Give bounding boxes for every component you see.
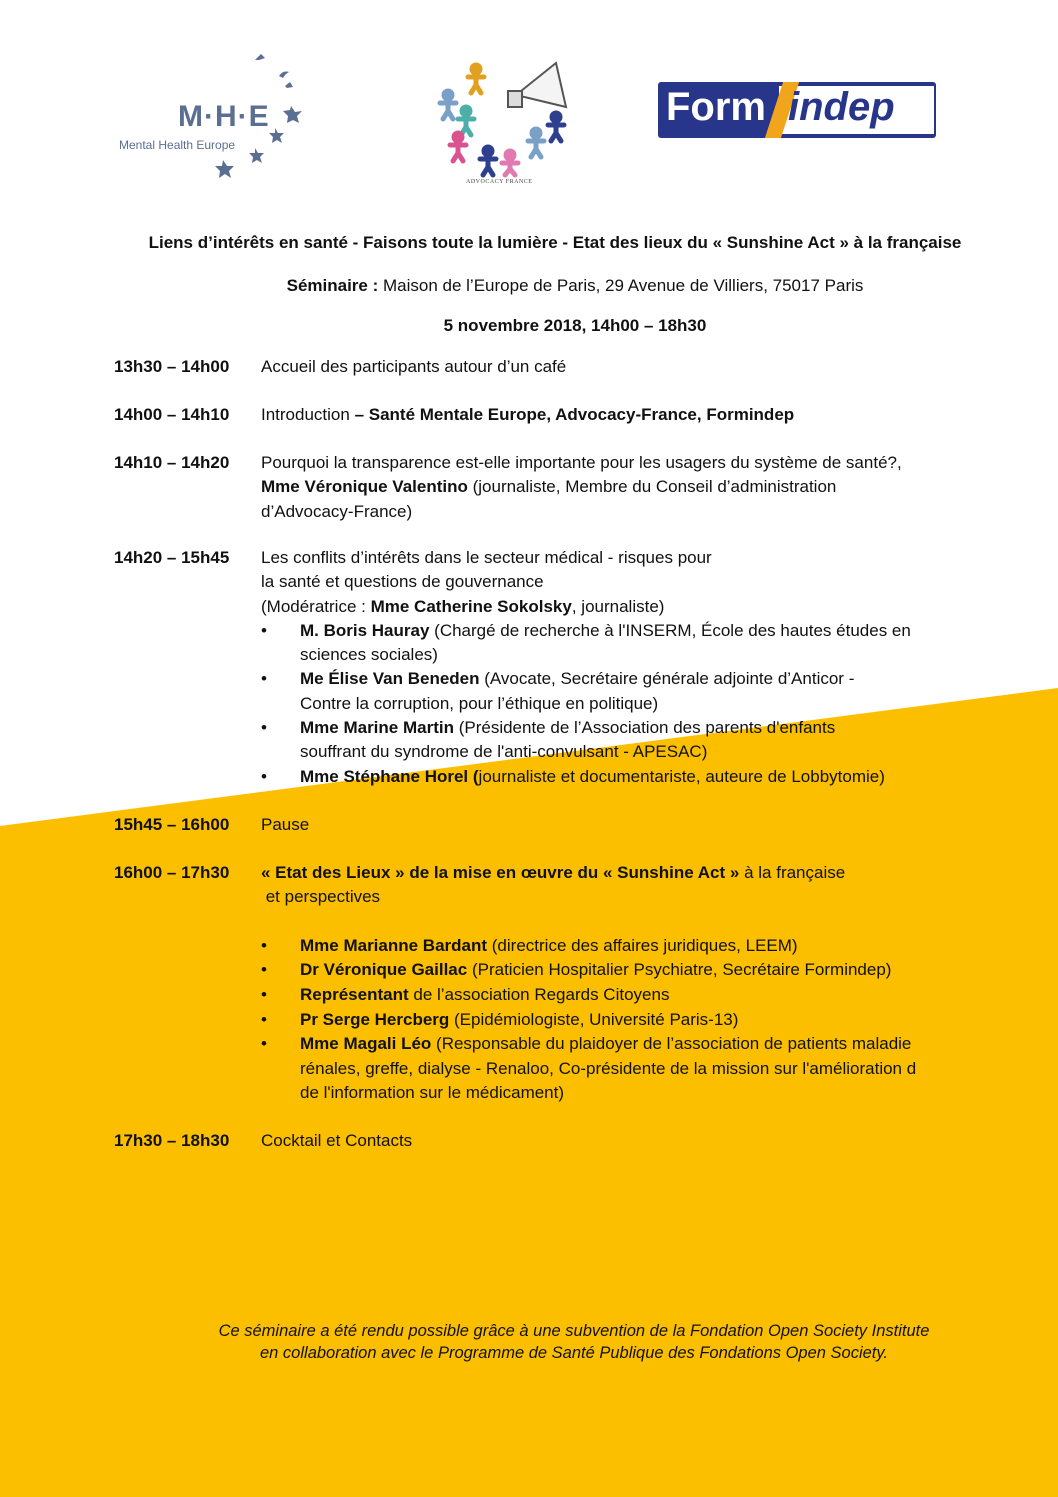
speaker-name: Mme Marianne Bardant	[300, 935, 488, 955]
seminar-label: Séminaire :	[286, 276, 379, 295]
speaker-name: M. Boris Hauray	[300, 620, 430, 640]
slot-line	[261, 475, 951, 499]
speaker-line	[300, 716, 951, 740]
speaker-role-cont: de l'information sur le médicament)	[300, 1083, 565, 1103]
speaker-role: de l’association Regards Citoyens	[408, 985, 670, 1005]
speaker-line	[300, 934, 951, 959]
moderator-label: (Modératrice :	[261, 596, 371, 616]
slot-text: Les conflits d’intérêts dans le secteur médical - risques pour	[261, 548, 712, 567]
speaker-role-cont: d’Advocacy-France)	[261, 501, 413, 521]
speaker-name: Pr Serge Hercberg	[300, 1009, 450, 1029]
slot-text: Pause	[261, 815, 310, 834]
speaker-name: Mme Marine Martin	[300, 718, 454, 738]
slot-time: 14h10 – 14h20	[114, 453, 230, 472]
speaker-role: (directrice des affaires juridiques, LEEM)	[487, 935, 798, 955]
speaker-list	[261, 934, 951, 1106]
list-item	[261, 934, 951, 959]
document-title: Liens d’intérêts en santé - Faisons toute la lumière - Etat des lieux du « Sunshine Act » à la française	[148, 233, 962, 252]
funding-note	[0, 1320, 1058, 1364]
slot-description	[261, 451, 951, 524]
formindep-form-text: Form	[666, 85, 766, 129]
moderator-role: , journaliste)	[571, 596, 665, 616]
speaker-role-cont: sciences sociales)	[300, 645, 438, 665]
speaker-name: Me Élise Van Beneden	[300, 669, 480, 689]
speaker-list	[261, 619, 951, 789]
speaker-name: Représentant	[300, 985, 409, 1005]
speaker-role: journaliste et documentariste, auteure de Lobbytomie)	[478, 766, 885, 786]
moderator-name: Mme Catherine Sokolsky	[370, 596, 572, 616]
slot-text: Cocktail et Contacts	[261, 1131, 413, 1150]
slot-text: à la française	[739, 863, 846, 882]
advocacy-figures-icon	[436, 55, 586, 180]
speaker-role: (Chargé de recherche à l'INSERM, École des hautes études en	[429, 620, 911, 640]
list-item	[261, 1008, 951, 1033]
speaker-role: (Présidente de l’Association des parents d'enfants	[453, 718, 836, 738]
speaker-role: (Epidémiologiste, Université Paris-13)	[449, 1009, 739, 1029]
slot-time: 14h00 – 14h10	[114, 405, 230, 424]
spacer	[261, 910, 951, 934]
slot-description	[261, 1129, 951, 1153]
slot-description	[261, 403, 951, 427]
advocacy-france-logo	[436, 55, 586, 190]
moderator-line	[261, 595, 951, 619]
slot-text: Pourquoi la transparence est-elle importante pour les usagers du système de santé?,	[261, 453, 902, 472]
speaker-line	[300, 1032, 940, 1057]
speaker-line	[300, 619, 951, 643]
list-item	[261, 983, 951, 1008]
slot-time: 14h20 – 15h45	[114, 548, 230, 567]
slot-title: « Etat des Lieux » de la mise en œuvre du « Sunshine Act »	[261, 863, 740, 882]
slot-time: 13h30 – 14h00	[114, 357, 230, 376]
slot-organizers: – Santé Mentale Europe, Advocacy-France, Formindep	[354, 405, 795, 424]
list-item	[261, 1032, 940, 1106]
speaker-name: Mme Véronique Valentino	[261, 477, 468, 497]
formindep-indep-text: indep	[788, 85, 895, 129]
speaker-line	[300, 958, 951, 983]
mhe-subtitle: Mental Health Europe	[119, 138, 236, 152]
speaker-role: (journaliste, Membre du Conseil d’administration	[467, 477, 837, 497]
list-item	[261, 716, 951, 765]
speaker-role: (Responsable du plaidoyer de l’association de patients maladie	[431, 1034, 912, 1054]
slot-text-cont: et perspectives	[261, 887, 381, 907]
funding-line-2: en collaboration avec le Programme de Santé Publique des Fondations Open Society.	[260, 1344, 888, 1362]
speaker-line	[300, 765, 951, 789]
slot-time: 15h45 – 16h00	[114, 815, 230, 834]
slot-text: Accueil des participants autour d’un café	[261, 357, 567, 376]
funding-line-1: Ce séminaire a été rendu possible grâce à une subvention de la Fondation Open Society Institute	[218, 1322, 930, 1340]
speaker-line	[300, 667, 951, 691]
seminar-location	[0, 276, 1058, 296]
list-item	[261, 765, 951, 789]
formindep-logo	[658, 82, 936, 140]
seminar-place: Maison de l’Europe de Paris, 29 Avenue de Villiers, 75017 Paris	[378, 276, 864, 295]
slot-line	[261, 403, 951, 427]
speaker-name: Dr Véronique Gaillac	[300, 960, 468, 980]
seminar-date: 5 novembre 2018, 14h00 – 18h30	[443, 316, 707, 335]
slot-description	[261, 546, 951, 789]
slot-description	[261, 861, 951, 1106]
slot-line	[261, 861, 951, 885]
speaker-line	[300, 1008, 951, 1033]
speaker-line	[300, 983, 951, 1008]
list-item	[261, 667, 951, 716]
speaker-role: (Praticien Hospitalier Psychiatre, Secrétaire Formindep)	[467, 960, 892, 980]
slot-description	[261, 355, 951, 379]
speaker-role-cont: rénales, greffe, dialyse - Renaloo, Co-présidente de la mission sur l'amélioration d	[300, 1058, 917, 1078]
mhe-acronym: M·H·E	[178, 100, 270, 133]
speaker-name: Mme Magali Léo	[300, 1034, 432, 1054]
speaker-role-cont: souffrant du syndrome de l'anti-convulsant - APESAC)	[300, 742, 708, 762]
speaker-role-cont: Contre la corruption, pour l’éthique en politique)	[300, 693, 659, 713]
speaker-role: (Avocate, Secrétaire générale adjointe d’Anticor -	[479, 669, 855, 689]
slot-text-cont: la santé et questions de gouvernance	[261, 572, 544, 592]
slot-text: Introduction	[261, 405, 355, 424]
list-item	[261, 619, 951, 668]
mhe-logo	[115, 48, 315, 188]
advocacy-subtitle: ADVOCACY FRANCE	[466, 179, 533, 185]
slot-description	[261, 813, 951, 837]
speaker-name: Mme Stéphane Horel (	[300, 766, 479, 786]
list-item	[261, 958, 951, 983]
slot-time: 17h30 – 18h30	[114, 1131, 230, 1150]
slot-time: 16h00 – 17h30	[114, 863, 230, 882]
